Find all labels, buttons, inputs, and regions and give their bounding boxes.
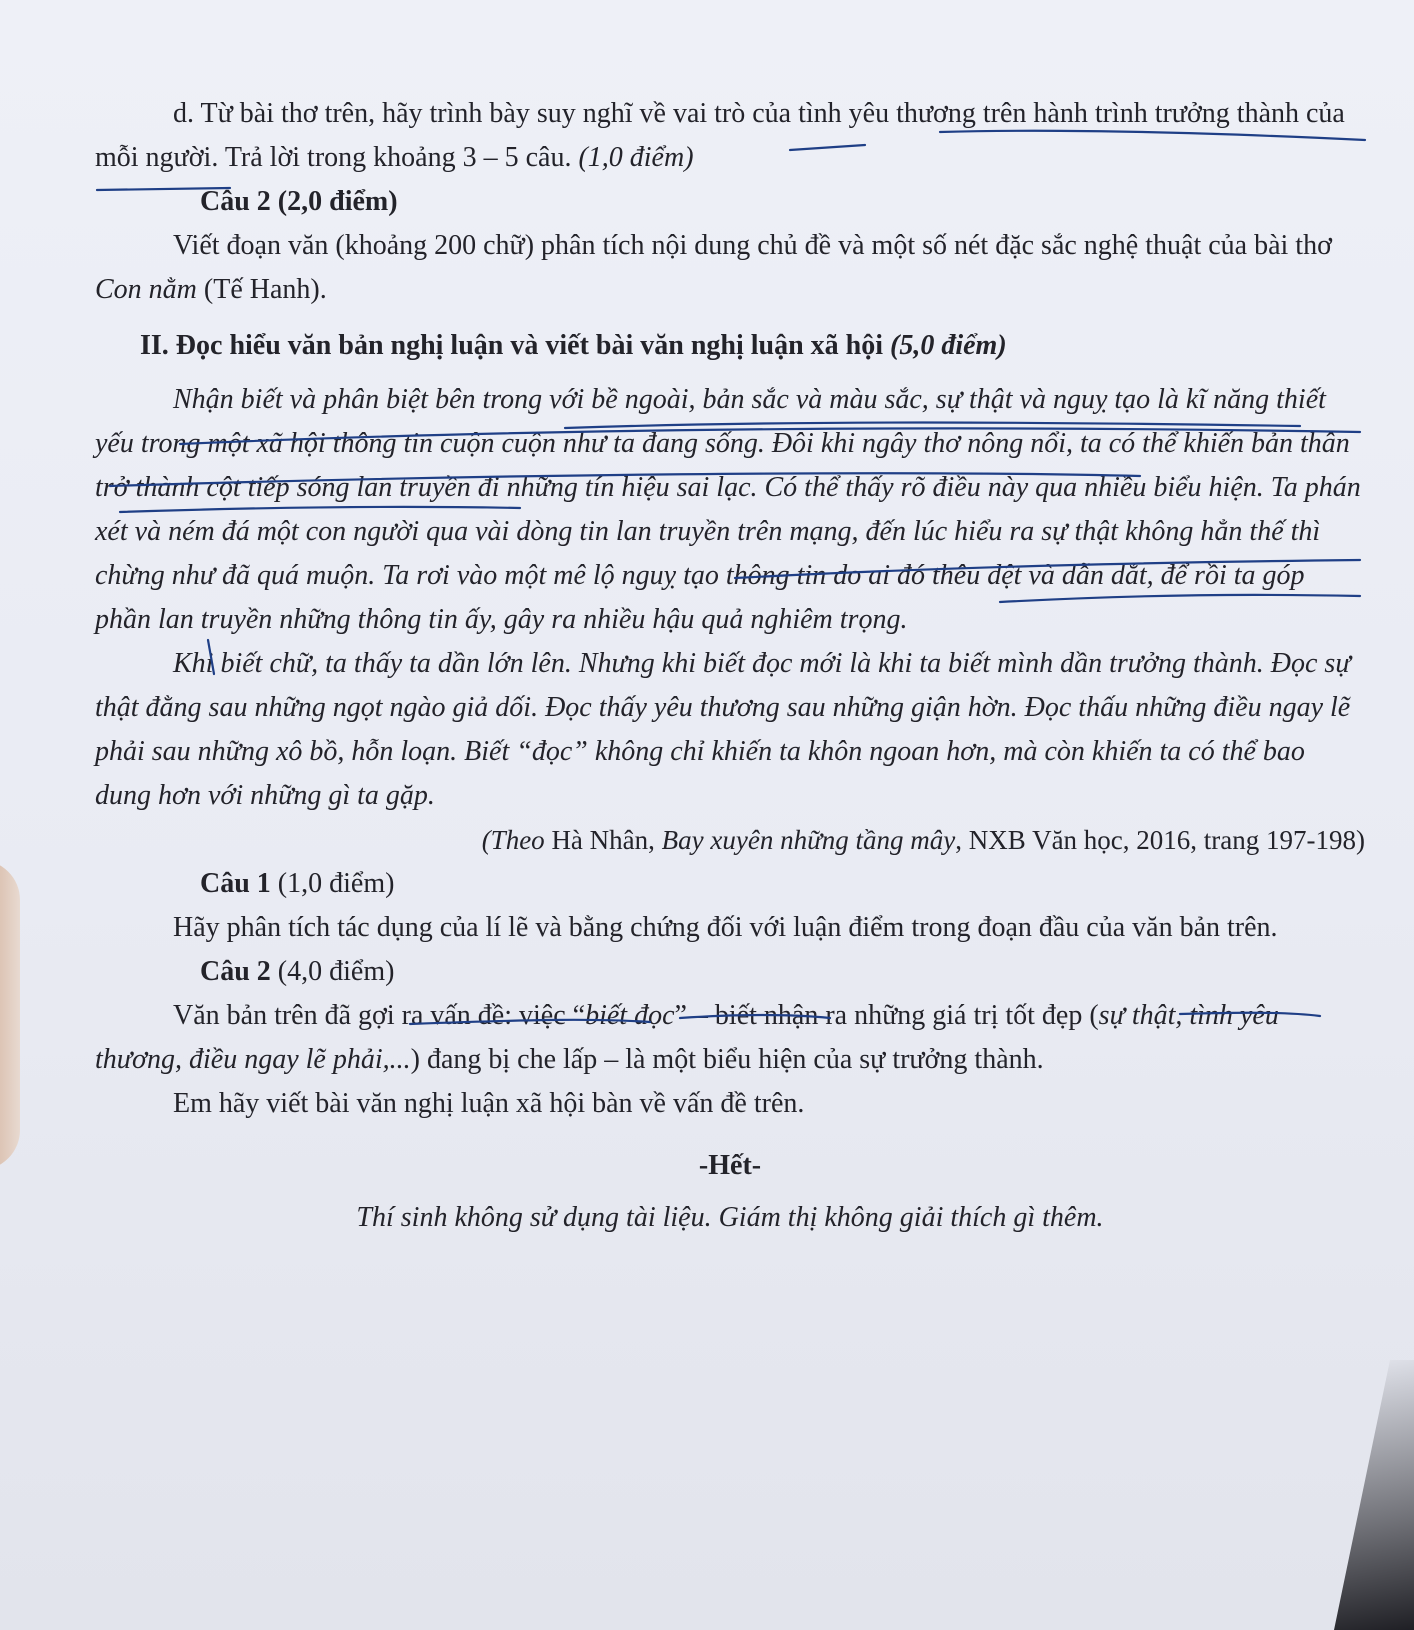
- section-heading-text: II. Đọc hiểu văn bản nghị luận và viết bài văn nghị luận xã hội: [140, 330, 891, 361]
- part1-cau2-text-b: (Tế Hanh).: [196, 274, 327, 305]
- exam-note: Thí sinh không sử dụng tài liệu. Giám thị không giải thích gì thêm.: [356, 1202, 1104, 1233]
- part1-cau2-text: [95, 224, 1365, 312]
- passage-paragraph-1: Nhận biết và phân biệt bên trong với bề ngoài, bản sắc và màu sắc, sự thật và nguỵ tạo là kĩ năng thiết yếu trong một xã hội thông tin cuộn cuộn như ta đang sống. Đôi khi ngây thơ nông nổi, ta có thể khiến bản thân trở thành cột tiếp sóng lan truyền đi những tín hiệu sai lạc. Có thể thấy rõ điều này qua nhiều biểu hiện. Ta phán xét và ném đá một con người qua vài dòng tin lan truyền trên mạng, đến lúc hiểu ra sự thật không hẳn thế thì chừng như đã quá muộn. Ta rơi vào một mê lộ nguỵ tạo thông tin do ai đó thêu dệt và dẫn dắt, để rồi ta góp phần lan truyền những thông tin ấy, gây ra nhiều hậu quả nghiêm trọng.: [95, 384, 1361, 635]
- poem-title: Con nằm: [95, 274, 197, 305]
- part2-cau2-points: (4,0 điểm): [270, 956, 395, 987]
- part2-cau2-text-a: Văn bản trên đã gợi ra vấn đề: việc “: [173, 1000, 586, 1031]
- part2-cau1-label: [95, 862, 1365, 906]
- source-rest: , NXB Văn học, 2016, trang 197-198): [955, 825, 1365, 855]
- question-1d-points: (1,0 điểm): [578, 142, 694, 173]
- part1-cau2-label: Câu 2 (2,0 điểm): [200, 186, 398, 217]
- end-mark: -Hết-: [698, 1150, 762, 1181]
- part2-cau2-label: [95, 950, 1365, 994]
- part2-cau2-text-c: ) đang bị che lấp – là một biểu hiện của sự trưởng thành.: [410, 1044, 1044, 1075]
- part2-cau1-text: Hãy phân tích tác dụng của lí lẽ và bằng chứng đối với luận điểm trong đoạn đầu của văn bản trên.: [173, 912, 1278, 943]
- table-edge: [1334, 1360, 1414, 1630]
- part2-cau2-text-b: ” – biết nhận ra những giá trị tốt đẹp (: [674, 1000, 1099, 1031]
- question-1d-line1: d. Từ bài thơ trên, hãy trình bày suy nghĩ về vai trò của tình yêu thương trên hành trình: [173, 98, 1148, 129]
- section-heading-points: (5,0 điểm): [890, 330, 1007, 361]
- part2-cau2-text: [95, 994, 1365, 1082]
- section-heading: [95, 324, 1365, 368]
- part2-cau2-title: Câu 2: [200, 956, 271, 987]
- part2-cau1-title: Câu 1: [200, 868, 271, 899]
- source-book: Bay xuyên những tầng mây: [661, 825, 956, 855]
- passage-source: [95, 818, 1365, 862]
- source-author: Hà Nhân,: [544, 825, 662, 855]
- source-open: (Theo: [481, 825, 545, 855]
- part2-cau2-task: Em hãy viết bài văn nghị luận xã hội bàn về vấn đề trên.: [173, 1088, 805, 1119]
- question-1d: [95, 92, 1365, 180]
- thumb-shadow: [0, 860, 20, 1170]
- part2-cau2-italic1: biết đọc: [585, 1000, 675, 1031]
- part2-cau1-points: (1,0 điểm): [270, 868, 395, 899]
- part2-cau2-italic2: sự thật, tình yêu thương, điều ngay lẽ phải,...: [95, 1000, 1279, 1075]
- exam-content: [95, 92, 1365, 1240]
- question-1d-line2: trưởng thành của mỗi người. Trả lời trong khoảng 3 – 5 câu.: [95, 98, 1345, 173]
- passage-paragraph-2: Khi biết chữ, ta thấy ta dần lớn lên. Nhưng khi biết đọc mới là khi ta biết mình dần trưởng thành. Đọc sự thật đằng sau những ngọt ngào giả dối. Đọc thấy yêu thương sau những giận hờn. Đọc thấu những điều ngay lẽ phải sau những xô bồ, hỗn loạn. Biết “đọc” không chỉ khiến ta khôn ngoan hơn, mà còn khiến ta có thể bao dung hơn với những gì ta gặp.: [95, 648, 1351, 811]
- part1-cau2-text-a: Viết đoạn văn (khoảng 200 chữ) phân tích nội dung chủ đề và một số nét đặc sắc nghệ thuật của bài thơ: [173, 230, 1332, 261]
